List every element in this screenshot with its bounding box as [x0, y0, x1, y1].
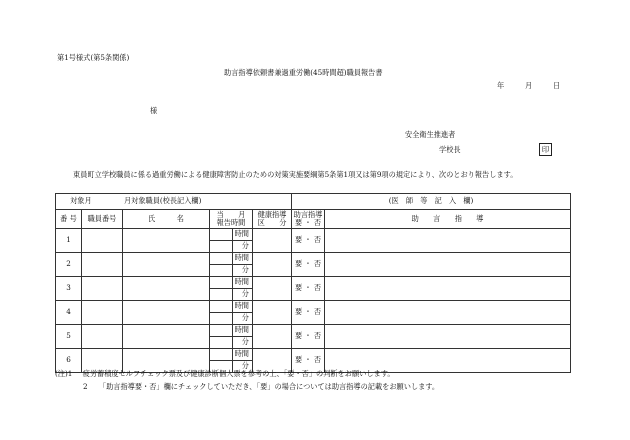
- minutes-input-cell[interactable]: [210, 265, 233, 277]
- col-header-staff-id: 職員番号: [82, 210, 123, 229]
- date-year: 年: [497, 81, 505, 90]
- advice-cell[interactable]: [325, 253, 571, 277]
- hours-input-cell[interactable]: [210, 301, 233, 313]
- form-number: 第1号様式(第5条関係): [57, 53, 130, 62]
- date-day: 日: [553, 81, 561, 90]
- hours-input-cell[interactable]: [210, 325, 233, 337]
- row-number: 1: [56, 229, 82, 253]
- staff-id-cell[interactable]: [82, 301, 123, 325]
- row-number: 2: [56, 253, 82, 277]
- hours-input-cell[interactable]: [210, 277, 233, 289]
- col-header-guidance-line1: 助言指導: [293, 209, 323, 219]
- col-header-name: 氏 名: [123, 210, 210, 229]
- note-1: [55, 369, 395, 379]
- advice-cell[interactable]: [325, 325, 571, 349]
- col-header-hours-line2: 報告時間: [216, 218, 246, 227]
- sender-role: 安全衛生推進者: [405, 130, 456, 139]
- advice-cell[interactable]: [325, 301, 571, 325]
- name-cell[interactable]: [123, 229, 210, 253]
- col-header-guidance-line2: 要 ・ 否: [294, 218, 322, 227]
- name-cell[interactable]: [123, 325, 210, 349]
- hours-input-cell[interactable]: [210, 229, 233, 241]
- health-category-cell[interactable]: [253, 277, 292, 301]
- intro-text: 東員町立学校職員に係る過重労働による健康障害防止のための対策実施要綱第5条第1項又は第9項の規定により、次のとおり報告します。: [73, 170, 518, 179]
- minute-unit: 分: [233, 361, 253, 373]
- advice-cell[interactable]: [325, 229, 571, 253]
- staff-id-cell[interactable]: [82, 253, 123, 277]
- addressee-suffix: 様: [150, 106, 158, 115]
- col-header-hours-line1: 当 月: [216, 209, 246, 219]
- sender-principal: 学校長: [439, 145, 461, 154]
- minute-unit: 分: [233, 241, 253, 253]
- hours-input-cell[interactable]: [210, 253, 233, 265]
- row-number: 3: [56, 277, 82, 301]
- col-header-advice: 助 言 指 導: [325, 210, 571, 229]
- staff-id-cell[interactable]: [82, 229, 123, 253]
- minute-unit: 分: [233, 289, 253, 301]
- guidance-need-cell[interactable]: 要 ・ 否: [292, 325, 325, 349]
- col-header-health-line2: 区 分: [257, 218, 287, 227]
- hour-unit: 時間: [233, 229, 253, 241]
- target-header-spacer: [210, 194, 292, 210]
- minute-unit: 分: [233, 265, 253, 277]
- minute-unit: 分: [233, 337, 253, 349]
- note-1-prefix: (注)1: [55, 369, 73, 378]
- row-number: 5: [56, 325, 82, 349]
- guidance-need-cell[interactable]: 要 ・ 否: [292, 301, 325, 325]
- seal-stamp-box: 印: [539, 143, 552, 156]
- name-cell[interactable]: [123, 277, 210, 301]
- staff-id-cell[interactable]: [82, 277, 123, 301]
- col-header-guidance: [292, 210, 325, 229]
- health-category-cell[interactable]: [253, 229, 292, 253]
- minutes-input-cell[interactable]: [210, 241, 233, 253]
- hour-unit: 時間: [233, 301, 253, 313]
- hour-unit: 時間: [233, 325, 253, 337]
- note-1-text: 疲労蓄積度セルフチェック票及び健康診断個人票を参考の上、「要・否」の判断をお願いします。: [82, 369, 395, 378]
- health-category-cell[interactable]: [253, 253, 292, 277]
- report-table: [55, 193, 571, 373]
- hour-unit: 時間: [233, 349, 253, 361]
- hour-unit: 時間: [233, 277, 253, 289]
- target-staff-label: 月対象職員(校長記入欄): [123, 196, 202, 206]
- health-category-cell[interactable]: [253, 301, 292, 325]
- name-cell[interactable]: [123, 301, 210, 325]
- minutes-input-cell[interactable]: [210, 337, 233, 349]
- col-header-health: [253, 210, 292, 229]
- minutes-input-cell[interactable]: [210, 289, 233, 301]
- hour-unit: 時間: [233, 253, 253, 265]
- minutes-input-cell[interactable]: [210, 313, 233, 325]
- col-header-health-line1: 健康指導: [257, 209, 287, 219]
- guidance-need-cell[interactable]: 要 ・ 否: [292, 229, 325, 253]
- hours-input-cell[interactable]: [210, 349, 233, 361]
- row-number: 4: [56, 301, 82, 325]
- staff-id-cell[interactable]: [82, 325, 123, 349]
- target-header-cell: [56, 194, 210, 210]
- minute-unit: 分: [233, 313, 253, 325]
- note-2: [83, 382, 439, 392]
- doctor-section-label: (医 師 等 記 入 欄): [292, 194, 571, 210]
- document-title: 助言指導依頼書兼過重労働(45時間超)職員報告書: [224, 68, 383, 77]
- advice-cell[interactable]: [325, 277, 571, 301]
- guidance-need-cell[interactable]: 要 ・ 否: [292, 349, 325, 373]
- name-cell[interactable]: [123, 253, 210, 277]
- note-2-text: 「助言指導要・否」欄にチェックしていただき、「要」の場合については助言指導の記載をお願いします。: [98, 382, 440, 391]
- row-number: 6: [56, 349, 82, 373]
- guidance-need-cell[interactable]: 要 ・ 否: [292, 277, 325, 301]
- target-month-label: 対象月: [70, 196, 92, 206]
- col-header-no: 番 号: [56, 210, 82, 229]
- health-category-cell[interactable]: [253, 325, 292, 349]
- date-month: 月: [525, 81, 533, 90]
- col-header-hours: [210, 210, 253, 229]
- guidance-need-cell[interactable]: 要 ・ 否: [292, 253, 325, 277]
- note-2-number: 2: [83, 382, 88, 391]
